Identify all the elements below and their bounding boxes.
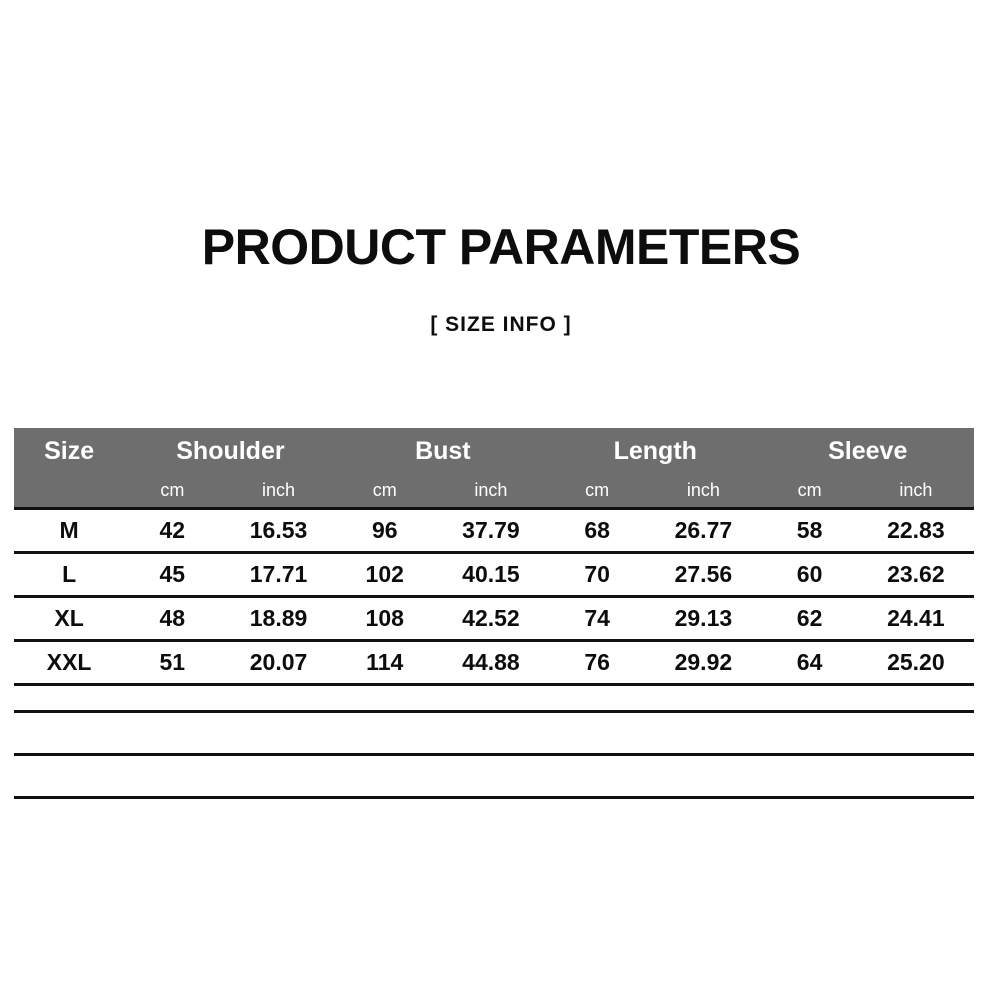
divider-line <box>14 796 974 799</box>
cell-bust-cm: 114 <box>337 641 433 685</box>
cell-shoulder-inch: 18.89 <box>220 597 336 641</box>
cell-shoulder-inch: 17.71 <box>220 553 336 597</box>
page-title: PRODUCT PARAMETERS <box>201 219 801 275</box>
header-length: Length <box>549 428 761 474</box>
cell-length-cm: 74 <box>549 597 645 641</box>
cell-sleeve-cm: 62 <box>762 597 858 641</box>
cell-bust-inch: 40.15 <box>433 553 549 597</box>
divider-line-left <box>14 753 124 756</box>
cell-shoulder-cm: 42 <box>124 509 220 553</box>
unit-length-cm: cm <box>549 474 645 509</box>
divider-line <box>14 753 974 756</box>
cell-shoulder-inch: 20.07 <box>220 641 336 685</box>
table-group-header-row <box>14 428 974 474</box>
cell-length-inch: 29.92 <box>645 641 761 685</box>
cell-sleeve-cm: 64 <box>762 641 858 685</box>
cell-bust-inch: 44.88 <box>433 641 549 685</box>
size-table <box>14 428 974 686</box>
cell-sleeve-inch: 22.83 <box>858 509 974 553</box>
header-shoulder: Shoulder <box>124 428 336 474</box>
cell-bust-inch: 42.52 <box>433 597 549 641</box>
header-bust: Bust <box>337 428 549 474</box>
cell-bust-cm: 108 <box>337 597 433 641</box>
cell-length-inch: 26.77 <box>645 509 761 553</box>
table-row <box>14 597 974 641</box>
divider-line-right <box>862 753 974 756</box>
table-row <box>14 553 974 597</box>
unit-shoulder-inch: inch <box>220 474 336 509</box>
cell-bust-cm: 96 <box>337 509 433 553</box>
cell-sleeve-cm: 60 <box>762 553 858 597</box>
cell-size: XXL <box>14 641 124 685</box>
table-row <box>14 509 974 553</box>
table-unit-header-row <box>14 474 974 509</box>
cell-sleeve-cm: 58 <box>762 509 858 553</box>
divider-line <box>14 710 974 713</box>
unit-shoulder-cm: cm <box>124 474 220 509</box>
cell-length-cm: 70 <box>549 553 645 597</box>
cell-size: M <box>14 509 124 553</box>
cell-size: L <box>14 553 124 597</box>
cell-shoulder-cm: 45 <box>124 553 220 597</box>
cell-shoulder-cm: 51 <box>124 641 220 685</box>
unit-bust-cm: cm <box>337 474 433 509</box>
page-subtitle: [ SIZE INFO ] <box>430 313 572 336</box>
cell-bust-inch: 37.79 <box>433 509 549 553</box>
cell-sleeve-inch: 25.20 <box>858 641 974 685</box>
cell-shoulder-cm: 48 <box>124 597 220 641</box>
size-table-container <box>14 428 974 686</box>
unit-size-blank <box>14 474 124 509</box>
table-row <box>14 641 974 685</box>
cell-sleeve-inch: 24.41 <box>858 597 974 641</box>
unit-length-inch: inch <box>645 474 761 509</box>
cell-size: XL <box>14 597 124 641</box>
cell-shoulder-inch: 16.53 <box>220 509 336 553</box>
header-size: Size <box>14 428 124 474</box>
cell-length-cm: 76 <box>549 641 645 685</box>
header-sleeve: Sleeve <box>762 428 975 474</box>
unit-sleeve-cm: cm <box>762 474 858 509</box>
cell-length-cm: 68 <box>549 509 645 553</box>
cell-sleeve-inch: 23.62 <box>858 553 974 597</box>
unit-bust-inch: inch <box>433 474 549 509</box>
unit-sleeve-inch: inch <box>858 474 974 509</box>
cell-length-inch: 29.13 <box>645 597 761 641</box>
cell-bust-cm: 102 <box>337 553 433 597</box>
cell-length-inch: 27.56 <box>645 553 761 597</box>
